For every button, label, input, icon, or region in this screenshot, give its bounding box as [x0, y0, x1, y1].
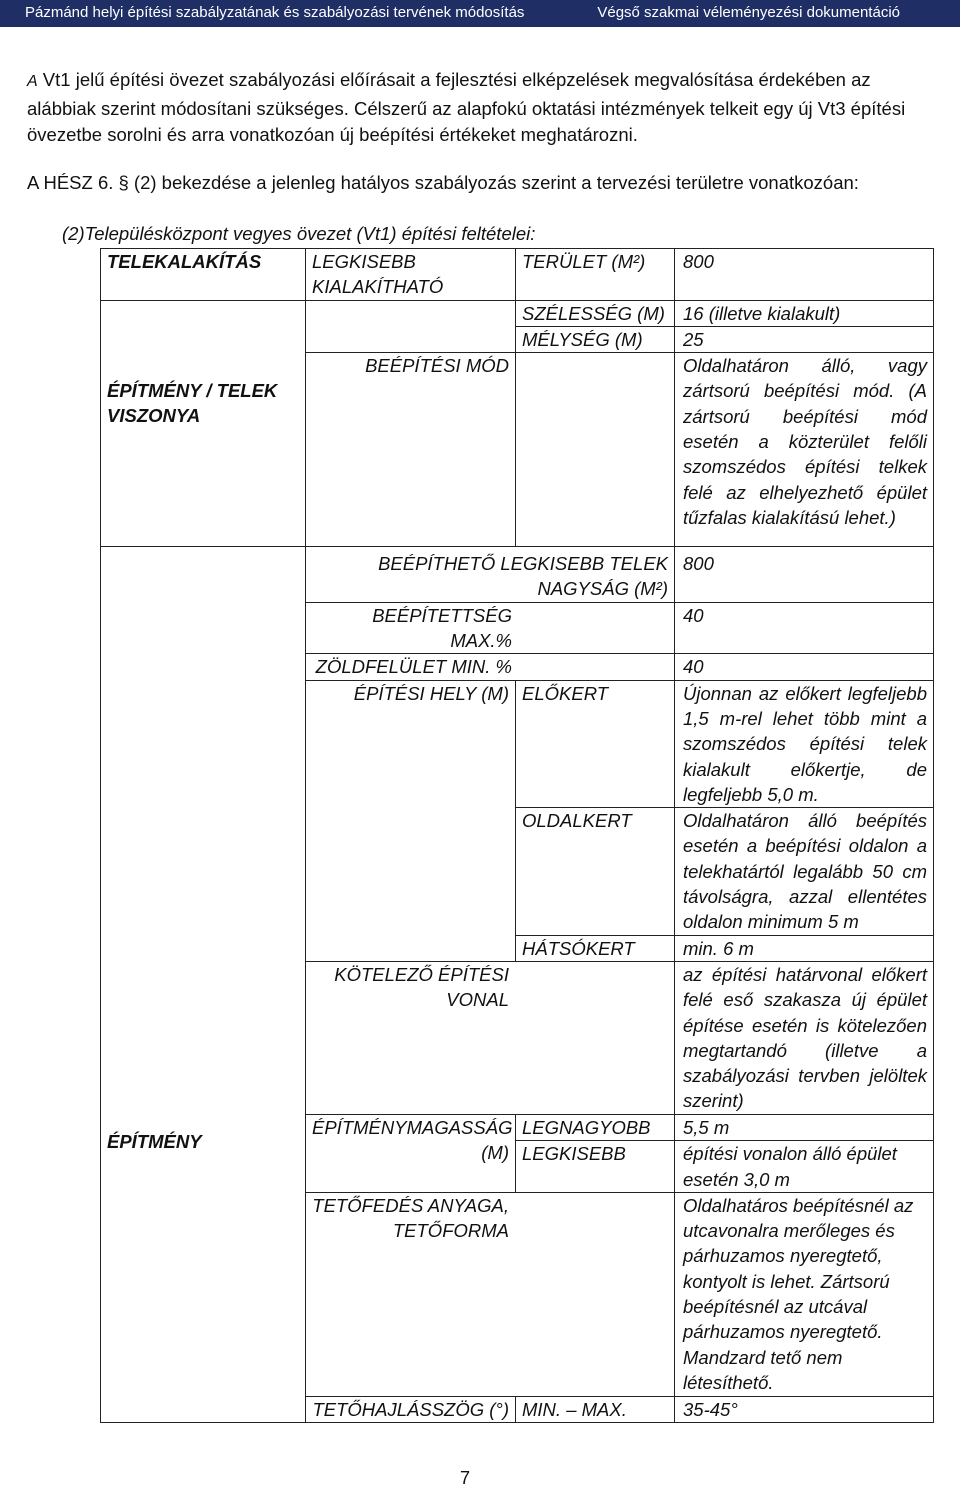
header-right-title: Végső szakmai véleményezési dokumentáció — [597, 4, 900, 21]
terulet-label: TERÜLET (M²) — [516, 249, 675, 301]
zone-regulation-table — [100, 248, 933, 1423]
beepitesi-mod-value: Oldalhatáron álló, vagy zártsorú beépítési mód. (A zártsorú beépítési mód esetén a közterület felőli szomszédos építési telkek felé az elhelyezhető épület tűzfalas kialakítású lehet.) — [675, 353, 934, 547]
legnagyobb-value: 5,5 m — [675, 1114, 934, 1140]
table-row — [101, 249, 934, 301]
tetohajlasszog-value: 35-45° — [675, 1396, 934, 1422]
beepitettseg-value: 40 — [675, 602, 934, 654]
table-row — [101, 326, 934, 352]
telekalakitas-label: TELEKALAKÍTÁS — [101, 249, 306, 301]
melyseg-label: MÉLYSÉG (M) — [516, 326, 675, 352]
szelesseg-value: 16 (illetve kialakult) — [675, 300, 934, 326]
zoldfelulet-label: ZÖLDFELÜLET MIN. % — [306, 654, 675, 680]
legkisebb-value: építési vonalon álló épület esetén 3,0 m — [675, 1141, 934, 1193]
intro-lead: A — [27, 73, 38, 90]
elokert-label: ELŐKERT — [516, 680, 675, 807]
beepitheto-telek-label: BEÉPÍTHETŐ LEGKISEBB TELEK NAGYSÁG (M²) — [306, 547, 675, 603]
table-row — [101, 547, 934, 603]
intro-paragraph — [27, 67, 932, 149]
header-left-title: Pázmánd helyi építési szabályzatának és szabályozási tervének módosítás — [25, 4, 525, 21]
beepitheto-telek-value: 800 — [675, 547, 934, 603]
hatsokert-label: HÁTSÓKERT — [516, 935, 675, 961]
szelesseg-label: SZÉLESSÉG (M) — [516, 300, 675, 326]
kotelezo-epitesi-vonal-label: KÖTELEZŐ ÉPÍTÉSI VONAL — [306, 961, 675, 1114]
table-row — [101, 1114, 934, 1140]
table-row — [101, 935, 934, 961]
epitmeny-telek-viszonya-label: ÉPÍTMÉNY / TELEK VISZONYA — [101, 353, 306, 547]
table-row — [101, 654, 934, 680]
intro-text: Vt1 jelű építési övezet szabályozási előírásait a fejlesztési elképzelések megvalósítása érdekében az alábbiak szerint módosítani szükséges. Célszerű az alapfokú oktatási intézmények telkeit egy új Vt3 építési övezetbe sorolni és arra vonatkozóan új beépítési értékeket meghatározni. — [27, 69, 906, 145]
hatsokert-value: min. 6 m — [675, 935, 934, 961]
tetofedes-value: Oldalhatáros beépítésnél az utcavonalra merőleges és párhuzamos nyeregtető, kontyolt is lehet. Zártsorú beépítésnél az utcával párhuzamos nyeregtető. Mandzard tető nem létesíthető. — [675, 1192, 934, 1396]
min-max-label: MIN. – MAX. — [516, 1396, 675, 1422]
zone-subtitle: (2)Településközpont vegyes övezet (Vt1) építési feltételei: — [62, 223, 536, 244]
page-number: 7 — [459, 1468, 470, 1488]
table-row — [101, 1396, 934, 1422]
legnagyobb-label: LEGNAGYOBB — [516, 1114, 675, 1140]
epitmeny-label: ÉPÍTMÉNY — [101, 1114, 306, 1192]
melyseg-value: 25 — [675, 326, 934, 352]
oldalkert-value: Oldalhatáron álló beépítés esetén a beépítési oldalon a telekhatártól legalább 50 cm távolságra, azzal ellentétes oldalon minimum 5 m — [675, 808, 934, 935]
table-row — [101, 808, 934, 935]
terulet-value: 800 — [675, 249, 934, 301]
elokert-value: Újonnan az előkert legfeljebb 1,5 m-rel lehet több mint a szomszédos építési telek kialakult előkertje, de legfeljebb 5,0 m. — [675, 680, 934, 807]
table-row — [101, 353, 934, 547]
epitesi-hely-label: ÉPÍTÉSI HELY (M) — [306, 680, 516, 807]
tetohajlasszog-label: TETŐHAJLÁSSZÖG (°) — [306, 1396, 516, 1422]
table-row — [101, 602, 934, 654]
document-header — [0, 0, 960, 27]
hesz-paragraph: A HÉSZ 6. § (2) bekezdése a jelenleg hatályos szabályozás szerint a tervezési területre vonatkozóan: — [27, 172, 859, 193]
beepitesi-mod-label: BEÉPÍTÉSI MÓD — [306, 353, 516, 547]
kotelezo-epitesi-vonal-value: az építési határvonal előkert felé eső szakasza új épület építése esetén is kötelezően megtartandó (illetve a szabályozási tervben jelöltek szerint) — [675, 961, 934, 1114]
zoldfelulet-value: 40 — [675, 654, 934, 680]
legkisebb-label: LEGKISEBB — [516, 1141, 675, 1193]
legkisebb-kialakithato-label: LEGKISEBB KIALAKÍTHATÓ — [306, 249, 516, 301]
table-row — [101, 961, 934, 1114]
oldalkert-label: OLDALKERT — [516, 808, 675, 935]
table-row — [101, 300, 934, 326]
table-row — [101, 680, 934, 807]
table-row — [101, 1192, 934, 1396]
beepitettseg-label: BEÉPÍTETTSÉG MAX.% — [306, 602, 675, 654]
tetofedes-label: TETŐFEDÉS ANYAGA, TETŐFORMA — [306, 1192, 675, 1396]
epitmenymagassag-label: ÉPÍTMÉNYMAGASSÁG (M) — [306, 1114, 516, 1192]
